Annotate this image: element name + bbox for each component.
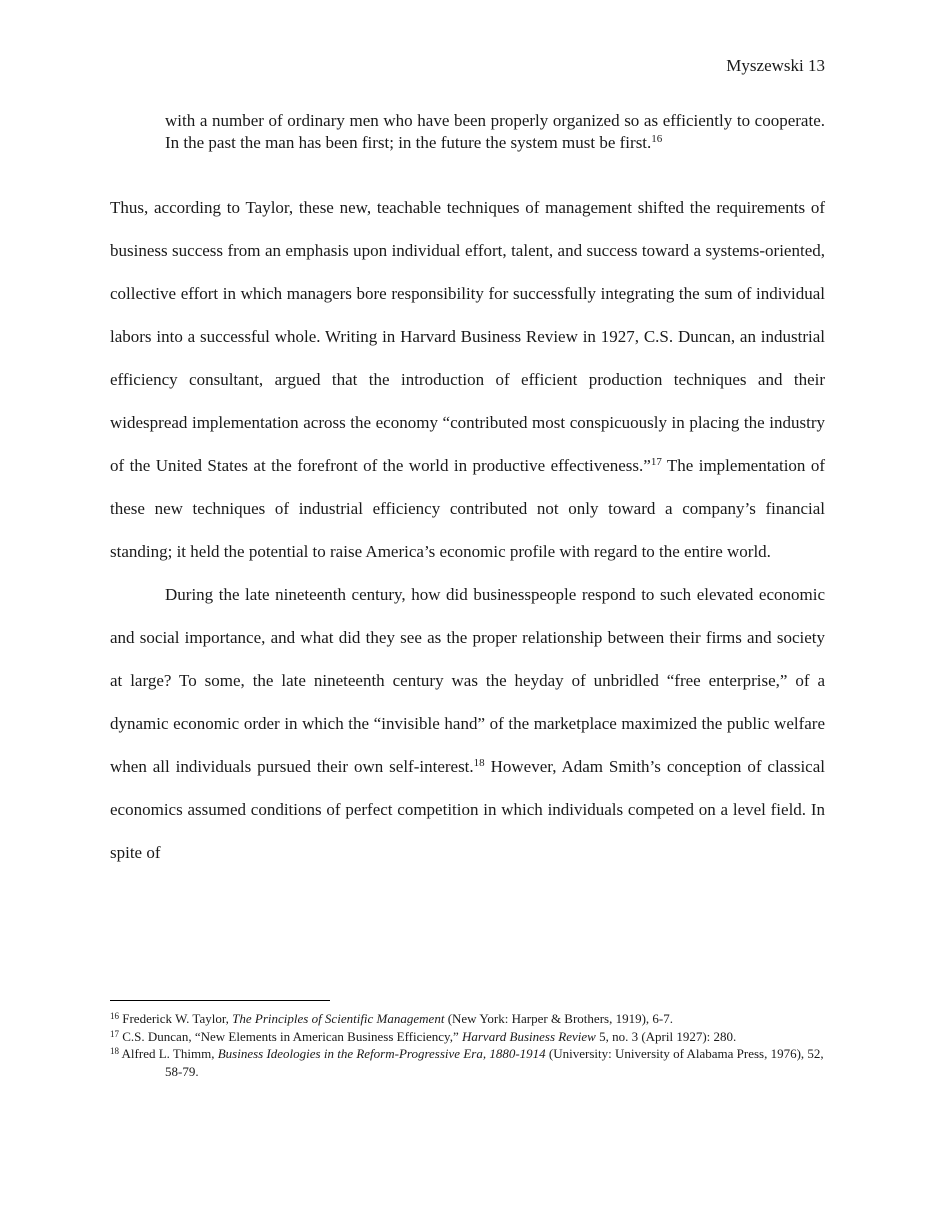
- note-ref-16: 16: [651, 132, 663, 145]
- footnote-text: (University: University of Alabama Press, 1976), 52, 58-79.: [165, 1046, 824, 1079]
- paragraph-2-text-b: However, Adam Smith’s conception of classical economics assumed conditions of perfect competition in which individuals competed on a level field. In spite of: [110, 757, 825, 862]
- footnote-number: 16: [110, 1011, 119, 1021]
- footnote-text: C.S. Duncan, “New Elements in American Business Efficiency,”: [119, 1028, 462, 1044]
- footnote-16: [110, 1010, 825, 1028]
- paragraph-2-text-a: During the late nineteenth century, how did businesspeople respond to such elevated economic and social importance, and what did they see as the proper relationship between their firms and society at large? To some, the late nineteenth century was the heyday of unbridled “free enterprise,” of a dynamic economic order in which the “invisible hand” of the marketplace maximized the public welfare when all individuals pursued their own self-interest.: [110, 585, 825, 776]
- paragraph-1-text-a: Thus, according to Taylor, these new, teachable techniques of management shifted the requirements of business success from an emphasis upon individual effort, talent, and success toward a systems-oriented, collective effort in which managers bore responsibility for successfully integrating the sum of individual labors into a successful whole. Writing in Harvard Business Review in 1927, C.S. Duncan, an industrial efficiency consultant, argued that the introduction of efficient production techniques and their widespread implementation across the economy “contributed most conspicuously in placing the industry of the United States at the forefront of the world in productive effectiveness.”: [110, 198, 825, 475]
- footnote-number: 18: [110, 1046, 119, 1056]
- footnote-17: [110, 1028, 825, 1046]
- main-text: [110, 186, 825, 874]
- block-quote: [165, 110, 825, 153]
- running-head: Myszewski 13: [726, 56, 825, 75]
- paragraph-1-text-b: The implementation of these new techniques of industrial efficiency contributed not only toward a company’s financial standing; it held the potential to raise America’s economic profile with regard to the entire world.: [110, 456, 826, 561]
- footnote-number: 17: [110, 1028, 119, 1039]
- paragraph-2: [110, 573, 825, 874]
- footnote-text: 5, no. 3 (April 1927): 280.: [595, 1028, 737, 1044]
- footnote-text: (New York: Harper & Brothers, 1919), 6-7.: [444, 1011, 673, 1026]
- note-ref-18: 18: [473, 757, 485, 769]
- footnote-18: [110, 1045, 825, 1080]
- footnote-separator: [110, 1000, 330, 1001]
- footnote-title: Business Ideologies in the Reform-Progressive Era, 1880-1914: [217, 1046, 546, 1061]
- footnote-title: The Principles of Scientific Management: [232, 1011, 445, 1026]
- footnote-title: Harvard Business Review: [461, 1028, 596, 1044]
- paragraph-1: [110, 186, 825, 573]
- footnote-text: Frederick W. Taylor,: [119, 1011, 233, 1026]
- note-ref-17: 17: [650, 456, 662, 468]
- block-quote-text: with a number of ordinary men who have been properly organized so as efficiently to cooperate. In the past the man has been first; in the future the system must be first.: [165, 111, 825, 152]
- footnote-text: Alfred L. Thimm,: [119, 1046, 218, 1061]
- footnotes: [110, 1010, 825, 1080]
